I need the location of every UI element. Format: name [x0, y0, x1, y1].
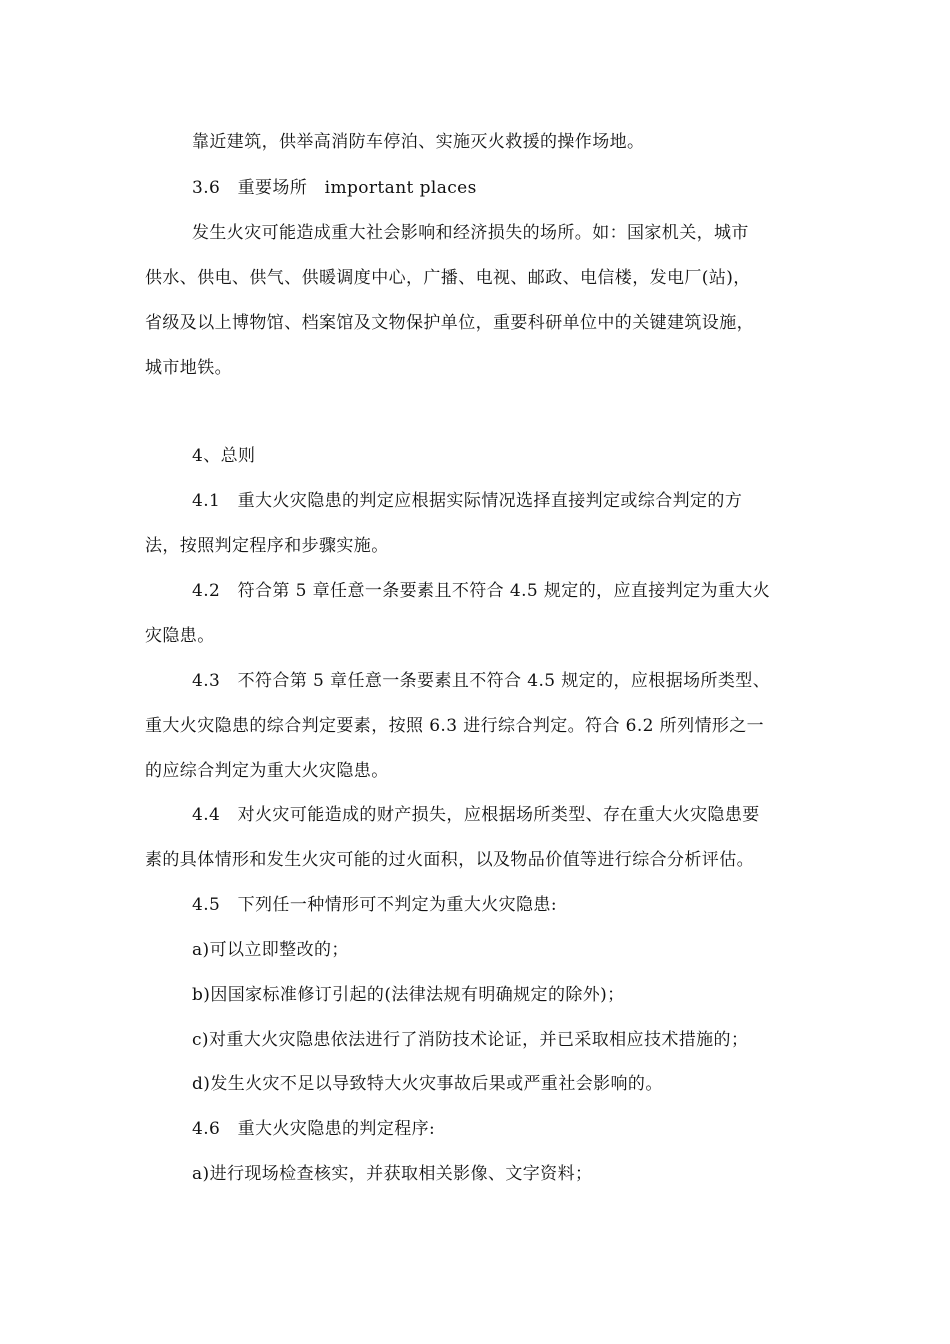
paragraph-line: 的应综合判定为重大火灾隐患。: [145, 761, 389, 781]
clause-4-1: 4.1 重大火灾隐患的判定应根据实际情况选择直接判定或综合判定的方: [192, 491, 743, 511]
paragraph-line: 省级及以上博物馆、档案馆及文物保护单位，重要科研单位中的关键建筑设施，: [145, 313, 754, 333]
paragraph-line: 靠近建筑，供举高消防车停泊、实施灭火救援的操作场地。: [192, 132, 645, 152]
clause-4-3: 4.3 不符合第 5 章任意一条要素且不符合 4.5 规定的，应根据场所类型、: [192, 671, 771, 691]
paragraph-line: 法，按照判定程序和步骤实施。: [145, 536, 389, 556]
paragraph-line: 供水、供电、供气、供暖调度中心，广播、电视、邮政、电信楼，发电厂(站)，: [145, 268, 751, 288]
list-item-a: a)可以立即整改的；: [192, 940, 349, 960]
paragraph-line: 发生火灾可能造成重大社会影响和经济损失的场所。如：国家机关，城市: [192, 223, 749, 243]
clause-4-6: 4.6 重大火灾隐患的判定程序:: [192, 1119, 436, 1139]
paragraph-line: 城市地铁。: [145, 358, 232, 378]
list-item-b: b)因国家标准修订引起的(法律法规有明确规定的除外)；: [192, 985, 625, 1005]
list-item-c: c)对重大火灾隐患依法进行了消防技术论证，并已采取相应技术措施的；: [192, 1030, 749, 1050]
clause-4-2: 4.2 符合第 5 章任意一条要素且不符合 4.5 规定的，应直接判定为重大火: [192, 581, 771, 601]
list-item-a: a)进行现场检查核实，并获取相关影像、文字资料；: [192, 1164, 593, 1184]
paragraph-line: 素的具体情形和发生火灾可能的过火面积，以及物品价值等进行综合分析评估。: [145, 850, 754, 870]
section-heading-3-6: 3.6 重要场所 important places: [192, 178, 477, 198]
list-item-d: d)发生火灾不足以导致特大火灾事故后果或严重社会影响的。: [192, 1074, 663, 1094]
paragraph-line: 灾隐患。: [145, 626, 215, 646]
paragraph-line: 重大火灾隐患的综合判定要素，按照 6.3 进行综合判定。符合 6.2 所列情形之一: [145, 716, 765, 736]
clause-4-4: 4.4 对火灾可能造成的财产损失，应根据场所类型、存在重大火灾隐患要: [192, 805, 760, 825]
clause-4-5: 4.5 下列任一种情形可不判定为重大火灾隐患:: [192, 895, 557, 915]
section-heading-4: 4、总则: [192, 446, 256, 466]
